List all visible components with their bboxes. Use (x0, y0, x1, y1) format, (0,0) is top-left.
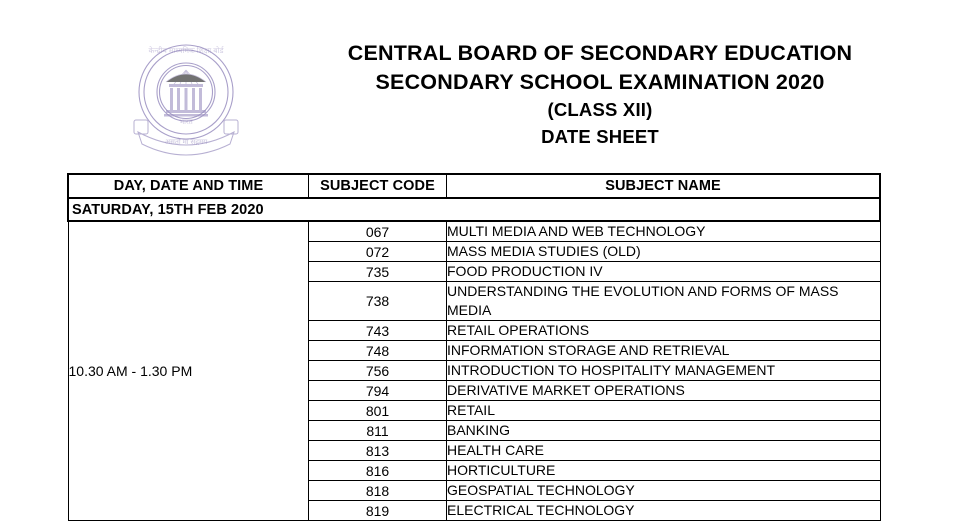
subject-name-cell: BANKING (447, 421, 881, 441)
subject-code-cell: 816 (309, 461, 447, 481)
subject-name-cell: MULTI MEDIA AND WEB TECHNOLOGY (447, 221, 881, 242)
subject-code-cell: 794 (309, 381, 447, 401)
date-sheet-table (67, 173, 881, 521)
subject-name-cell: RETAIL (447, 401, 881, 421)
column-header-day: DAY, DATE AND TIME (68, 174, 309, 198)
subject-code-cell: 756 (309, 361, 447, 381)
table-header-row (68, 174, 880, 198)
column-header-name: SUBJECT NAME (447, 174, 881, 198)
table-row (68, 221, 880, 242)
subject-name-cell: RETAIL OPERATIONS (447, 321, 881, 341)
subject-code-cell: 819 (309, 501, 447, 521)
svg-text:असतो मा सद्गमय: असतो मा सद्गमय (164, 139, 208, 146)
class-label: (CLASS XII) (547, 99, 653, 120)
subject-code-cell: 735 (309, 262, 447, 282)
board-name: CENTRAL BOARD OF SECONDARY EDUCATION (347, 41, 853, 65)
cbse-emblem-icon (122, 40, 250, 158)
exam-date-row (68, 198, 880, 221)
document-type: DATE SHEET (541, 125, 659, 147)
subject-code-cell: 818 (309, 481, 447, 501)
svg-text:भारत: भारत (179, 119, 193, 126)
subject-code-cell: 072 (309, 242, 447, 262)
svg-text:केन्द्रीय माध्यमिक शिक्षा बोर्: केन्द्रीय माध्यमिक शिक्षा बोर्ड (148, 46, 224, 55)
subject-name-cell: INFORMATION STORAGE AND RETRIEVAL (447, 341, 881, 361)
subject-code-cell: 801 (309, 401, 447, 421)
table-body (68, 198, 880, 521)
subject-name-cell: HORTICULTURE (447, 461, 881, 481)
exam-time-label: 10.30 AM - 1.30 PM (68, 221, 309, 521)
table-header (68, 174, 880, 198)
subject-code-cell: 813 (309, 441, 447, 461)
subject-name-cell: DERIVATIVE MARKET OPERATIONS (447, 381, 881, 401)
subject-name-cell: FOOD PRODUCTION IV (447, 262, 881, 282)
column-header-code: SUBJECT CODE (309, 174, 447, 198)
document-header (0, 0, 975, 162)
subject-name-cell: UNDERSTANDING THE EVOLUTION AND FORMS OF MASS MEDIA (447, 282, 881, 321)
subject-name-cell: INTRODUCTION TO HOSPITALITY MANAGEMENT (447, 361, 881, 381)
subject-name-cell: MASS MEDIA STUDIES (OLD) (447, 242, 881, 262)
title-block (300, 43, 900, 146)
subject-code-cell: 743 (309, 321, 447, 341)
exam-name: SECONDARY SCHOOL EXAMINATION 2020 (375, 69, 825, 94)
subject-name-cell: GEOSPATIAL TECHNOLOGY (447, 481, 881, 501)
exam-date-label: SATURDAY, 15TH FEB 2020 (68, 198, 880, 221)
subject-name-cell: HEALTH CARE (447, 441, 881, 461)
subject-code-cell: 738 (309, 282, 447, 321)
subject-code-cell: 811 (309, 421, 447, 441)
subject-name-cell: ELECTRICAL TECHNOLOGY (447, 501, 881, 521)
subject-code-cell: 748 (309, 341, 447, 361)
subject-code-cell: 067 (309, 221, 447, 242)
